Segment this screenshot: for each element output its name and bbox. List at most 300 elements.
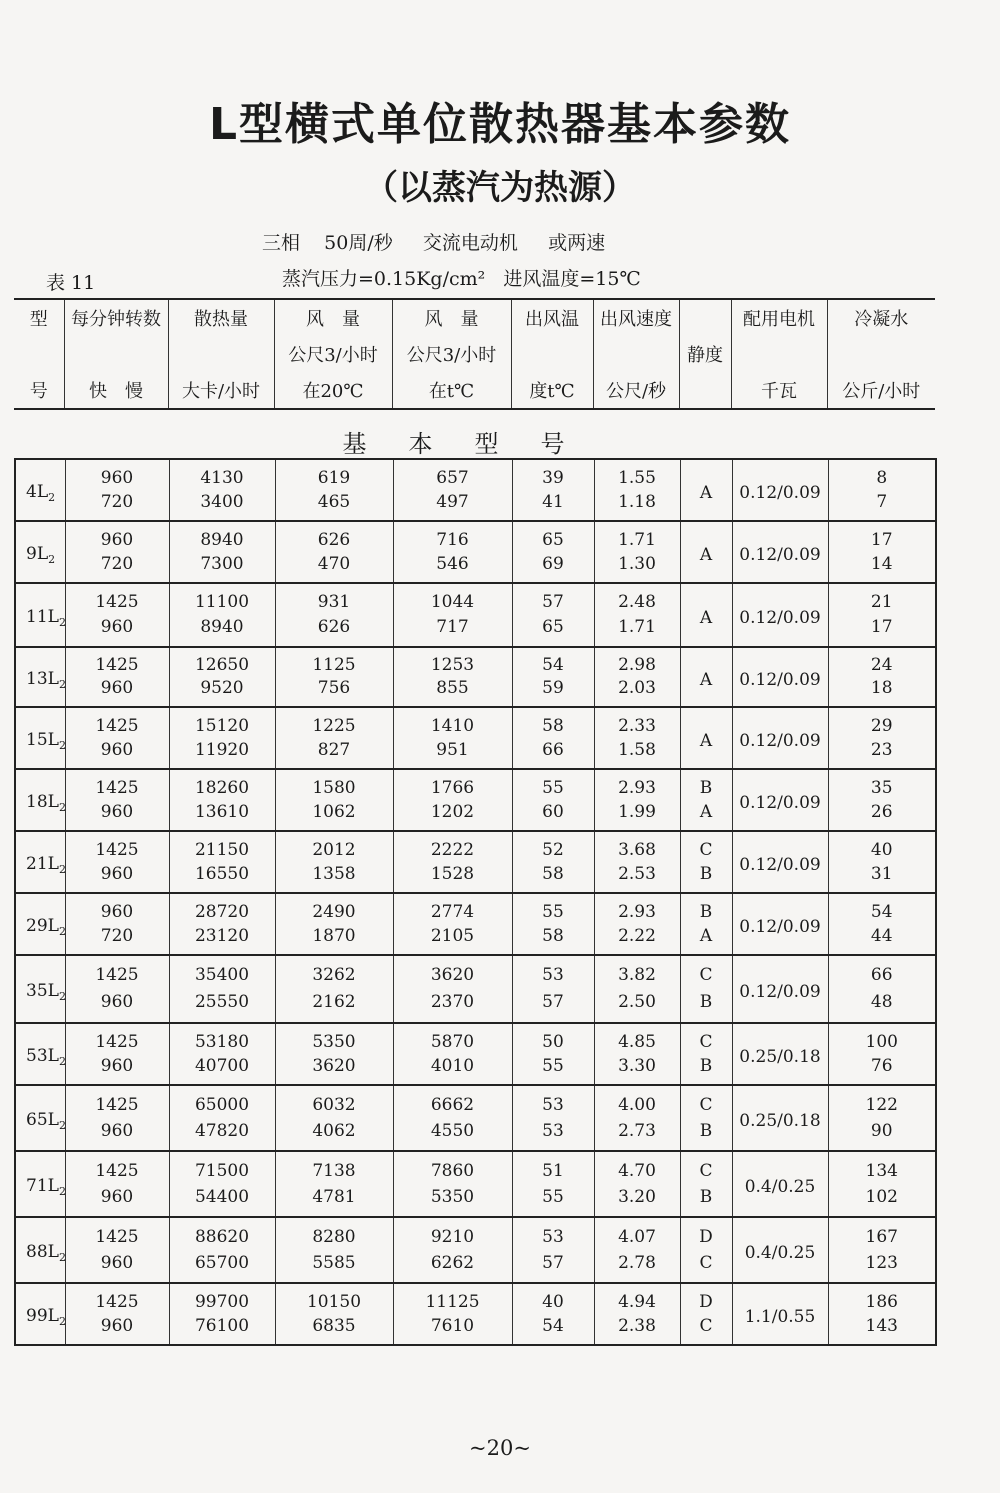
- table-cell: 720: [65, 490, 169, 521]
- model-subscript: 2: [58, 1118, 66, 1132]
- table-cell: 1044: [393, 583, 512, 615]
- model-subscript: 2: [58, 615, 66, 629]
- table-cell: C: [680, 1023, 732, 1054]
- table-cell: 44: [828, 924, 936, 955]
- table-cell: 167: [828, 1217, 936, 1250]
- table-cell: 2.98: [594, 647, 680, 677]
- conditions-line-2: 蒸汽压力=0.15Kg/cm² 进风温度=15℃: [282, 268, 641, 290]
- model-subscript: 2: [58, 1314, 66, 1328]
- table-cell: 8: [828, 459, 936, 490]
- table-cell: 57: [512, 989, 594, 1023]
- table-cell: 1425: [65, 1151, 169, 1184]
- table-cell: B: [680, 862, 732, 893]
- table-cell: 1425: [65, 583, 169, 615]
- table-cell: 0.12/0.09: [732, 955, 828, 1023]
- model-cell: [15, 1283, 65, 1345]
- table-cell: 2.33: [594, 707, 680, 738]
- table-cell: 55: [512, 1184, 594, 1217]
- table-cell: 122: [828, 1085, 936, 1118]
- header-cell: 在t℃: [392, 372, 511, 409]
- table-cell: 756: [275, 677, 393, 707]
- table-cell: 4.85: [594, 1023, 680, 1054]
- table-cell: 10150: [275, 1283, 393, 1314]
- table-cell: 497: [393, 490, 512, 521]
- header-cell: 配用电机: [731, 299, 827, 336]
- table-cell: 960: [65, 893, 169, 924]
- header-table: [14, 298, 935, 410]
- table-cell: 3400: [169, 490, 275, 521]
- model-cell: [15, 459, 65, 521]
- table-cell: 1.55: [594, 459, 680, 490]
- model-letter: L: [47, 606, 59, 627]
- model-cell: [15, 1151, 65, 1217]
- table-cell: 2.93: [594, 893, 680, 924]
- table-cell: 57: [512, 583, 594, 615]
- table-cell: 69: [512, 552, 594, 583]
- table-cell: 1.71: [594, 615, 680, 647]
- model-cell: [15, 647, 65, 707]
- section-label: 基本型号: [342, 430, 607, 458]
- table-cell: 31: [828, 862, 936, 893]
- header-cell: 出风速度: [593, 299, 679, 336]
- table-cell: 1580: [275, 769, 393, 800]
- model-subscript: 2: [58, 677, 66, 691]
- model-letter: L: [47, 1241, 59, 1262]
- table-cell: 4010: [393, 1054, 512, 1085]
- table-cell: 47820: [169, 1118, 275, 1151]
- table-cell: 0.12/0.09: [732, 583, 828, 647]
- model-number: 35: [26, 980, 48, 1001]
- table-row: [15, 707, 936, 738]
- table-cell: 657: [393, 459, 512, 490]
- model-subscript: 2: [58, 738, 66, 752]
- table-cell: 1425: [65, 707, 169, 738]
- model-letter: L: [47, 915, 59, 936]
- table-cell: 186: [828, 1283, 936, 1314]
- table-cell: 14: [828, 552, 936, 583]
- table-cell: 0.25/0.18: [732, 1085, 828, 1151]
- table-cell: 1225: [275, 707, 393, 738]
- header-row-1: [14, 299, 935, 336]
- table-cell: 1425: [65, 1023, 169, 1054]
- table-cell: 4550: [393, 1118, 512, 1151]
- table-cell: 65700: [169, 1250, 275, 1283]
- table-cell: 8940: [169, 615, 275, 647]
- table-cell: 717: [393, 615, 512, 647]
- table-cell: 1358: [275, 862, 393, 893]
- conditions-line-1: 三相 50周/秒 交流电动机 或两速: [262, 232, 606, 254]
- model-letter: L: [47, 980, 59, 1001]
- table-cell: 3.68: [594, 831, 680, 862]
- table-cell: 0.12/0.09: [732, 647, 828, 707]
- table-cell: 66: [828, 955, 936, 989]
- table-cell: 9520: [169, 677, 275, 707]
- table-cell: 6662: [393, 1085, 512, 1118]
- table-cell: 58: [512, 862, 594, 893]
- table-cell: 23120: [169, 924, 275, 955]
- table-cell: 960: [65, 1054, 169, 1085]
- table-cell: 1425: [65, 769, 169, 800]
- header-row-3: [14, 372, 935, 409]
- table-cell: 53: [512, 1085, 594, 1118]
- table-cell: B: [680, 1054, 732, 1085]
- table-cell: 58: [512, 924, 594, 955]
- model-letter: L: [47, 1045, 59, 1066]
- table-row: [15, 1151, 936, 1184]
- table-row: [15, 893, 936, 924]
- model-cell: [15, 1023, 65, 1085]
- table-cell: 2490: [275, 893, 393, 924]
- header-cell: 散热量: [168, 299, 274, 336]
- table-cell: 65000: [169, 1085, 275, 1118]
- table-cell: 5350: [275, 1023, 393, 1054]
- table-cell: B: [680, 893, 732, 924]
- table-cell: 88620: [169, 1217, 275, 1250]
- table-cell: 2370: [393, 989, 512, 1023]
- table-cell: 1125: [275, 647, 393, 677]
- model-letter: L: [47, 853, 59, 874]
- model-cell: [15, 893, 65, 955]
- header-cell: 公斤/小时: [827, 372, 935, 409]
- table-cell: C: [680, 1085, 732, 1118]
- table-cell: A: [680, 707, 732, 769]
- table-cell: 1425: [65, 1217, 169, 1250]
- header-cell: 静度: [679, 336, 731, 372]
- table-cell: 1766: [393, 769, 512, 800]
- table-cell: 57: [512, 1250, 594, 1283]
- table-cell: B: [680, 1118, 732, 1151]
- table-cell: 76: [828, 1054, 936, 1085]
- model-letter: L: [47, 1305, 59, 1326]
- table-cell: 4.07: [594, 1217, 680, 1250]
- table-cell: 2012: [275, 831, 393, 862]
- table-cell: 71500: [169, 1151, 275, 1184]
- model-subscript: 2: [58, 924, 66, 938]
- table-cell: 53180: [169, 1023, 275, 1054]
- table-row: [15, 955, 936, 989]
- table-cell: C: [680, 1151, 732, 1184]
- model-number: 11: [26, 606, 48, 627]
- table-cell: 6835: [275, 1314, 393, 1345]
- model-subscript: 2: [58, 1250, 66, 1264]
- model-number: 88: [26, 1241, 48, 1262]
- model-cell: [15, 1085, 65, 1151]
- table-cell: 15120: [169, 707, 275, 738]
- table-cell: 960: [65, 615, 169, 647]
- table-cell: 5585: [275, 1250, 393, 1283]
- table-cell: 7300: [169, 552, 275, 583]
- table-cell: 134: [828, 1151, 936, 1184]
- table-cell: 2.73: [594, 1118, 680, 1151]
- model-number: 53: [26, 1045, 48, 1066]
- table-cell: 720: [65, 552, 169, 583]
- table-cell: 4130: [169, 459, 275, 490]
- model-number: 29: [26, 915, 48, 936]
- table-cell: 626: [275, 615, 393, 647]
- header-cell: 冷凝水: [827, 299, 935, 336]
- model-number: 21: [26, 853, 48, 874]
- table-cell: 66: [512, 738, 594, 769]
- model-number: 4: [26, 481, 37, 502]
- table-cell: 52: [512, 831, 594, 862]
- table-row: [15, 769, 936, 800]
- table-cell: 60: [512, 800, 594, 831]
- table-cell: 2.78: [594, 1250, 680, 1283]
- table-cell: 65: [512, 521, 594, 552]
- table-cell: 720: [65, 924, 169, 955]
- table-cell: 2222: [393, 831, 512, 862]
- table-row: [15, 1023, 936, 1054]
- table-cell: 4.70: [594, 1151, 680, 1184]
- table-cell: 1253: [393, 647, 512, 677]
- table-cell: 0.4/0.25: [732, 1151, 828, 1217]
- model-number: 18: [26, 791, 48, 812]
- model-cell: [15, 707, 65, 769]
- model-number: 9: [26, 543, 37, 564]
- table-cell: 2105: [393, 924, 512, 955]
- table-cell: 0.12/0.09: [732, 707, 828, 769]
- table-cell: 4062: [275, 1118, 393, 1151]
- header-cell: 公尺3/小时: [392, 336, 511, 372]
- table-cell: 0.25/0.18: [732, 1023, 828, 1085]
- table-cell: 3.30: [594, 1054, 680, 1085]
- table-cell: 1425: [65, 1085, 169, 1118]
- table-cell: 54: [828, 893, 936, 924]
- table-cell: 7138: [275, 1151, 393, 1184]
- table-cell: 3.20: [594, 1184, 680, 1217]
- model-number: 99: [26, 1305, 48, 1326]
- table-cell: 8280: [275, 1217, 393, 1250]
- table-cell: 50: [512, 1023, 594, 1054]
- table-cell: 2.38: [594, 1314, 680, 1345]
- table-cell: 3.82: [594, 955, 680, 989]
- header-cell: 型: [29, 309, 48, 330]
- table-row: [15, 459, 936, 490]
- table-cell: 143: [828, 1314, 936, 1345]
- model-subscript: 2: [58, 1054, 66, 1068]
- table-cell: 1.71: [594, 521, 680, 552]
- table-cell: 1.1/0.55: [732, 1283, 828, 1345]
- model-cell: [15, 1217, 65, 1283]
- table-cell: A: [680, 800, 732, 831]
- table-cell: 12650: [169, 647, 275, 677]
- table-cell: D: [680, 1217, 732, 1250]
- model-number: 13: [26, 668, 48, 689]
- model-letter: L: [36, 543, 49, 564]
- page-subtitle: （以蒸汽为热源）: [364, 168, 636, 208]
- table-cell: B: [680, 769, 732, 800]
- model-subscript: 2: [48, 490, 56, 504]
- table-cell: 960: [65, 1118, 169, 1151]
- table-cell: 960: [65, 459, 169, 490]
- table-cell: 1202: [393, 800, 512, 831]
- table-cell: 960: [65, 738, 169, 769]
- table-cell: C: [680, 831, 732, 862]
- table-cell: 465: [275, 490, 393, 521]
- header-cell: 风 量: [274, 299, 392, 336]
- table-cell: 8940: [169, 521, 275, 552]
- table-cell: 48: [828, 989, 936, 1023]
- table-cell: 6262: [393, 1250, 512, 1283]
- table-cell: 25550: [169, 989, 275, 1023]
- table-cell: 1870: [275, 924, 393, 955]
- table-cell: 123: [828, 1250, 936, 1283]
- table-cell: 6032: [275, 1085, 393, 1118]
- table-cell: 960: [65, 1250, 169, 1283]
- header-cell: 公尺/秒: [593, 372, 679, 409]
- header-row-2: [14, 336, 935, 372]
- table-cell: 53: [512, 955, 594, 989]
- model-letter: L: [47, 1175, 59, 1196]
- table-cell: 102: [828, 1184, 936, 1217]
- table-cell: 5350: [393, 1184, 512, 1217]
- table-number: 表 11: [46, 272, 96, 294]
- model-letter: L: [47, 1109, 59, 1130]
- table-cell: 28720: [169, 893, 275, 924]
- table-cell: 55: [512, 893, 594, 924]
- table-cell: 3620: [275, 1054, 393, 1085]
- table-cell: 0.4/0.25: [732, 1217, 828, 1283]
- table-cell: 53: [512, 1118, 594, 1151]
- header-cell: 公尺3/小时: [274, 336, 392, 372]
- table-cell: 26: [828, 800, 936, 831]
- table-cell: 2162: [275, 989, 393, 1023]
- table-row: [15, 521, 936, 552]
- table-cell: 17: [828, 615, 936, 647]
- model-number: 71: [26, 1175, 48, 1196]
- table-cell: 5870: [393, 1023, 512, 1054]
- table-cell: 55: [512, 1054, 594, 1085]
- table-cell: 54400: [169, 1184, 275, 1217]
- table-cell: 99700: [169, 1283, 275, 1314]
- table-cell: 29: [828, 707, 936, 738]
- table-cell: 23: [828, 738, 936, 769]
- model-subscript: 2: [58, 862, 66, 876]
- header-cell: 每分钟转数: [64, 299, 168, 336]
- table-cell: 21150: [169, 831, 275, 862]
- model-cell: [15, 521, 65, 583]
- model-cell: [15, 955, 65, 1023]
- table-cell: C: [680, 1250, 732, 1283]
- table-cell: 4781: [275, 1184, 393, 1217]
- table-cell: 40700: [169, 1054, 275, 1085]
- table-cell: 3262: [275, 955, 393, 989]
- table-cell: 960: [65, 800, 169, 831]
- table-cell: 1410: [393, 707, 512, 738]
- table-cell: 18: [828, 677, 936, 707]
- table-cell: 2.48: [594, 583, 680, 615]
- table-cell: 100: [828, 1023, 936, 1054]
- table-cell: B: [680, 1184, 732, 1217]
- table-row: [15, 1217, 936, 1250]
- table-cell: 7610: [393, 1314, 512, 1345]
- table-cell: 11100: [169, 583, 275, 615]
- table-row: [15, 1085, 936, 1118]
- table-cell: 4.94: [594, 1283, 680, 1314]
- table-cell: 13610: [169, 800, 275, 831]
- table-cell: 59: [512, 677, 594, 707]
- table-cell: 0.12/0.09: [732, 459, 828, 521]
- table-cell: A: [680, 647, 732, 707]
- table-cell: 0.12/0.09: [732, 521, 828, 583]
- table-cell: 24: [828, 647, 936, 677]
- table-cell: 21: [828, 583, 936, 615]
- header-cell: 在20℃: [274, 372, 392, 409]
- table-cell: 931: [275, 583, 393, 615]
- model-letter: L: [47, 729, 59, 750]
- table-cell: 2.53: [594, 862, 680, 893]
- table-cell: 2.03: [594, 677, 680, 707]
- table-cell: 546: [393, 552, 512, 583]
- table-cell: D: [680, 1283, 732, 1314]
- table-cell: 40: [512, 1283, 594, 1314]
- table-cell: A: [680, 583, 732, 647]
- table-cell: 0.12/0.09: [732, 831, 828, 893]
- header-cell: [679, 299, 731, 336]
- table-cell: 7: [828, 490, 936, 521]
- table-cell: 17: [828, 521, 936, 552]
- model-number: 15: [26, 729, 48, 750]
- header-cell: 风 量: [392, 299, 511, 336]
- table-cell: 40: [828, 831, 936, 862]
- table-cell: 3620: [393, 955, 512, 989]
- table-cell: 827: [275, 738, 393, 769]
- header-cell: 出风温: [511, 299, 593, 336]
- table-row: [15, 647, 936, 677]
- table-cell: 0.12/0.09: [732, 769, 828, 831]
- model-subscript: 2: [58, 800, 66, 814]
- table-cell: 960: [65, 1314, 169, 1345]
- table-cell: 960: [65, 989, 169, 1023]
- table-cell: 619: [275, 459, 393, 490]
- table-cell: 960: [65, 1184, 169, 1217]
- table-cell: 2.50: [594, 989, 680, 1023]
- table-cell: 716: [393, 521, 512, 552]
- model-subscript: 2: [48, 552, 56, 566]
- table-cell: 960: [65, 677, 169, 707]
- table-cell: 1425: [65, 647, 169, 677]
- table-cell: 51: [512, 1151, 594, 1184]
- table-cell: 2.22: [594, 924, 680, 955]
- model-letter: L: [36, 481, 49, 502]
- page-number: ~20~: [469, 1436, 531, 1460]
- table-cell: 65: [512, 615, 594, 647]
- table-cell: 90: [828, 1118, 936, 1151]
- table-cell: 1425: [65, 831, 169, 862]
- table-cell: A: [680, 521, 732, 583]
- table-cell: 1425: [65, 955, 169, 989]
- table-cell: 35: [828, 769, 936, 800]
- header-cell: 大卡/小时: [168, 372, 274, 409]
- table-cell: 18260: [169, 769, 275, 800]
- table-cell: 11920: [169, 738, 275, 769]
- page-title: L型横式单位散热器基本参数: [208, 99, 792, 150]
- table-row: [15, 831, 936, 862]
- model-subscript: 2: [58, 1184, 66, 1198]
- table-cell: 951: [393, 738, 512, 769]
- table-cell: 41: [512, 490, 594, 521]
- header-cell: 千瓦: [731, 372, 827, 409]
- table-cell: 626: [275, 521, 393, 552]
- header-cell: 快 慢: [64, 372, 168, 409]
- table-cell: C: [680, 955, 732, 989]
- table-cell: 35400: [169, 955, 275, 989]
- table-row: [15, 583, 936, 615]
- table-cell: 11125: [393, 1283, 512, 1314]
- table-cell: 53: [512, 1217, 594, 1250]
- table-cell: 4.00: [594, 1085, 680, 1118]
- model-letter: L: [47, 668, 59, 689]
